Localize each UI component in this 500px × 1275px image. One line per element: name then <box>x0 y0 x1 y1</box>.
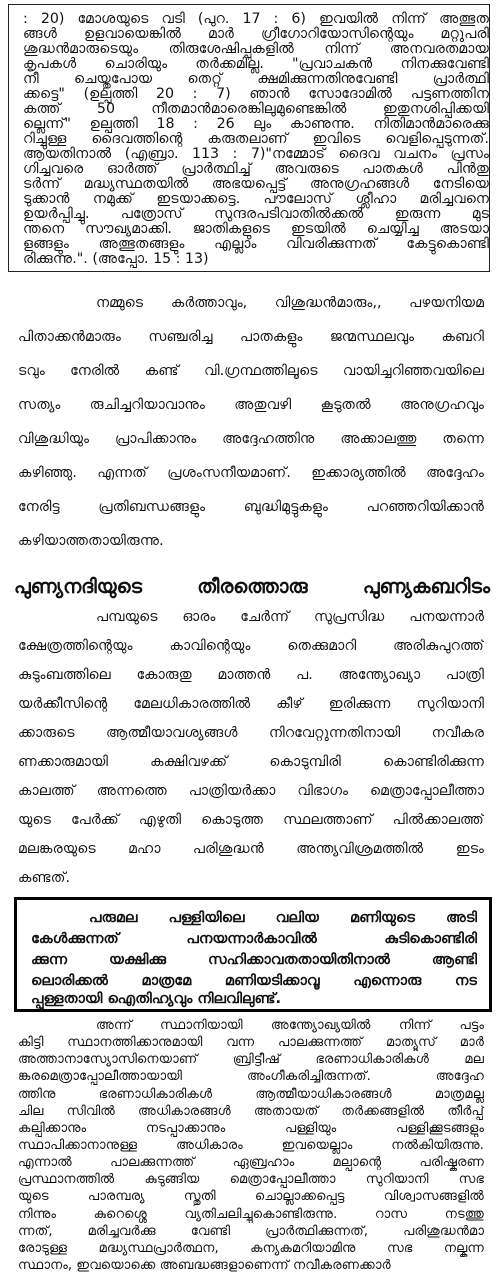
quote-line: ഗിച്ചവരെ ഓർത്ത് പ്രാർത്ഥിച്ച് അവരുടെ പാതകൾ പിൻതു <box>23 161 489 177</box>
body-line: പ്രസ്ഥാനത്തിൽ കുടുങ്ങിയ മെത്രാപ്പോലീത്താ സുറിയാനി സഭ <box>18 1172 484 1188</box>
quote-line: ശുദ്ധൻമാരുടെയും തിരുശേഷിപ്പുകളിൽ നിന്ന് അനവരതമായ <box>23 41 489 57</box>
body-line: നിന്നും കുറെശ്ശെ വ്യതിചലിച്ചുകൊണ്ടിരുന്നു. റാസ നടത്തു <box>18 1206 484 1222</box>
body-line: കാലത്ത് അന്നത്തെ പാത്രിയർക്കാ വിഭാഗം മെത്രാപ്പോലീത്താ <box>18 783 484 799</box>
body-line: അന്ന് സ്ഥാനിയായി അന്ത്യോഖ്യയിൽ നിന്ന് പട്ടം <box>96 1018 484 1033</box>
quote-line: ക്കട്ടെ" (ഉല്പത്തി 20 : 7) ഞാൻ സോദോമിൽ പട്ടണത്തിന <box>23 86 489 102</box>
body-line: നേരിട്ട പ്രതിബന്ധങ്ങളും ബുദ്ധിമുട്ടുകളും പറഞ്ഞറിയിക്കാൻ <box>18 499 484 515</box>
body-line: കുടുംബത്തിലെ കോരുതു മാത്തൻ പ. അന്ത്യോഖ്യാ പാത്രി <box>18 667 484 683</box>
quote-line: ടുക്കാൻ നമുക്ക് ഇടയാക്കട്ടെ. പൗലോസ് ശ്ലീഹാ മരിച്ചവനെ <box>23 191 489 207</box>
quote-box <box>8 4 490 272</box>
body-line: കിട്ടി സ്ഥാനത്തിക്കാനുമായി വന്ന പാലക്കുന്നത്ത് മാത്യൂസ് മാർ <box>18 1035 484 1051</box>
body-line: പിതാക്കൻമാരും സഞ്ചരിച്ച പാതകളും ജന്മസ്ഥലവും കബറി <box>18 329 484 345</box>
callout-line: പ്പുള്ളതായി ഐതിഹ്യവും നിലവിലുണ്ട്. <box>31 990 282 1007</box>
quote-line: റിച്ചുള്ള ദൈവത്തിന്റെ കരുതലാണ് ഇവിടെ വെളിപ്പെടുന്നത്. <box>23 131 489 147</box>
body-line: കഴിയാത്തതായിരുന്നു. <box>18 533 164 549</box>
body-line: ക്ഷേത്രത്തിന്റെയും കാവിന്റെയും തെക്കുമാറി അരികുപുറത്ത് <box>18 638 484 654</box>
body-line: എന്നാൽ പാലക്കുന്നത്ത് ഏബ്രഹാം മല്പാന്റെ പരിഷ്കരണ <box>18 1155 484 1171</box>
quote-line: കത്ത് 50 നീതമാൻമാരെങ്കിലുമുണ്ടെങ്കിൽ ഇതുനശിപ്പിക്കയി <box>23 101 489 117</box>
body-line: ങ്കരമെത്രാപ്പോലീത്തായായി അംഗീകരിച്ചിരുന്നത്. അദ്ദേഹ <box>18 1069 484 1085</box>
body-line: കല്പിക്കാനും നടപ്പാക്കാനും പള്ളിയും പള്ളിക്കൂടങ്ങളും <box>18 1120 484 1136</box>
quote-line: : 20) മോശയുടെ വടി (പുറ. 17 : 6) ഇവയിൽ നിന്ന് അത്ഭുത <box>23 11 489 27</box>
callout-box <box>14 897 492 1012</box>
body-line: കഴിഞ്ഞു. എന്നത് പ്രശംസനീയമാണ്. ഇക്കാര്യത്തിൽ അദ്ദേഹം <box>18 465 484 481</box>
body-line: കണ്ടത്. <box>18 870 71 886</box>
body-line: അത്താനാസ്യോസിനെയാണ് ബ്രിട്ടീഷ് ഭരണാധികാരികൾ മല <box>18 1052 484 1068</box>
section-heading: പുണ്യനദിയുടെ തീരത്തൊരു പുണ്യകബറിടം <box>14 575 490 598</box>
body-line: നമ്മുടെ കർത്താവും, വിശുദ്ധൻമാരും,, പഴയനിയമ <box>96 295 484 311</box>
body-line: ചില സിവിൽ അധികാരങ്ങൾ അതായത് തർക്കങ്ങളിൽ തീർപ്പ് <box>18 1103 484 1119</box>
quote-line: ന്തനെ സൗഖ്യമാക്കി. ജാതികളുടെ ഇടയിൽ ചെയ്യിച്ച അടയാ <box>23 221 489 237</box>
body-line: പമ്പയുടെ ഓരം ചേർന്ന് സുപ്രസിദ്ധ പനയന്നാർ <box>96 609 484 625</box>
quote-line: നീ ചെയ്തുപോയ തെറ്റ് ക്ഷമിക്കുന്നതിനുവേണ്ടി പ്രാർത്ഥി <box>23 71 489 87</box>
quote-line: ല്ലെന്ന്" ഉല്പത്തി 18 : 26 ലും കാണുന്നു. നിതിമാൻമാരെക്കു <box>23 116 489 132</box>
quote-line: ടർന്ന് മദ്ധ്യസ്ഥതയിൽ അഭയപ്പെട്ട് അനുഗ്രഹങ്ങൾ നേടിയെ <box>23 176 489 192</box>
body-line: മലങ്കരയുടെ മഹാ പരിശുദ്ധൻ അന്ത്യവിശ്രമത്തിൽ ഇടം <box>18 841 484 857</box>
quote-line: ളങ്ങളും അത്ഭുതങ്ങളും എല്ലാം വിവരിക്കുന്നത് കേട്ടുകൊണ്ടി <box>23 236 489 252</box>
body-line: ത്തിനു ഭരണാധികാരികൾ ആത്മീയാധികാരങ്ങൾ മാത്രമല്ല <box>18 1086 484 1102</box>
body-line: ടവും നേരിൽ കണ്ട് വി.ഗ്രന്ഥത്തിലൂടെ വായിച്ചറിഞ്ഞവയിലെ <box>18 363 484 379</box>
body-line: ക്കാരുടെ ആത്മീയാവശ്യങ്ങൾ നിറവേറ്റുന്നതിനായി നവീകര <box>18 725 484 741</box>
callout-line: കേൾക്കുന്നത് പനയന്നാർകാവിൽ കുടികൊണ്ടിരി <box>31 930 477 947</box>
callout-line: ലൊരിക്കൽ മാത്രമേ മണിയടിക്കാവൂ എന്നൊരു നട <box>31 972 477 989</box>
body-line: രോടുള്ള മദ്ധ്യസ്ഥപ്രാർത്ഥന, കന്യകമറിയാമിനു സഭ നല്കുന്ന <box>18 1240 484 1256</box>
quote-line: ങ്ങൾ ഉളവായെങ്കിൽ മാർ ഗ്രീഗോറിയോസിന്റെയും മറ്റുപരി <box>23 26 489 42</box>
body-line: ന്നത്, മരിച്ചവർക്കു വേണ്ടി പ്രാർത്ഥിക്കുന്നത്, പരിശുദ്ധൻമാ <box>18 1223 484 1239</box>
body-line: സത്യം രുചിച്ചറിയാവാനും അതുവഴി കൂടുതൽ അനുഗ്രഹവും <box>18 397 484 413</box>
callout-line: ക്കുന്ന യക്ഷിക്കു സഹിക്കാവതതായിതിനാൽ ആണ്ടി <box>31 951 477 968</box>
callout-line: പരുമല പള്ളിയിലെ വലിയ മണിയുടെ അടി <box>89 909 477 926</box>
quote-line: രിക്കുന്നു.". (അപ്പോ. 15 : 13) <box>23 251 209 267</box>
quote-line: ആയതിനാൽ (എബ്രാ. 113 : 7)"നമ്മോട് ദൈവ വചനം പ്രസം <box>23 146 489 162</box>
body-line: യുടെ പാരമ്പര്യ സ്തുതി ചൊല്ലാക്കപ്പെട്ട വിശ്വാസങ്ങളിൽ <box>18 1189 484 1205</box>
body-line: സ്ഥാപിക്കാനാനുള്ള അധികാരം ഇവയെല്ലാം നൽകിയിരുന്നു. <box>18 1138 484 1153</box>
body-line: യുടെ പേർക്ക് എഴുതി കൊടുത്ത സ്ഥലത്താണ് പിൽക്കാലത്ത് <box>18 812 484 828</box>
quote-line: കൃപകൾ ചൊരിയും തർക്കമില്ല. "പ്രവാചകൻ നിനക്കുവേണ്ടി <box>23 56 489 72</box>
body-line: വിശുദ്ധിയും പ്രാപിക്കാനും അദ്ദേഹത്തിനു അക്കാലത്തു തന്നെ <box>18 431 484 447</box>
quote-line: ഉയർപ്പിച്ചു. പത്രോസ് സുന്ദരപടിവാതിൽക്കൽ ഇരുന്ന മുട <box>23 206 489 222</box>
body-line: സ്ഥാനം, ഇവയൊക്കെ അബദ്ധങ്ങളാണെന്ന് നവീകരണക്കാർ <box>18 1258 391 1273</box>
body-line: ണക്കാരുമായി കക്ഷിവഴക്ക് കൊടുമ്പിരി കൊണ്ടിരിക്കുന്ന <box>18 754 484 770</box>
body-line: യർക്കീസിന്റെ മേലധികാരത്തിൽ കീഴ് ഇരിക്കുന്ന സുറിയാനി <box>18 696 484 712</box>
